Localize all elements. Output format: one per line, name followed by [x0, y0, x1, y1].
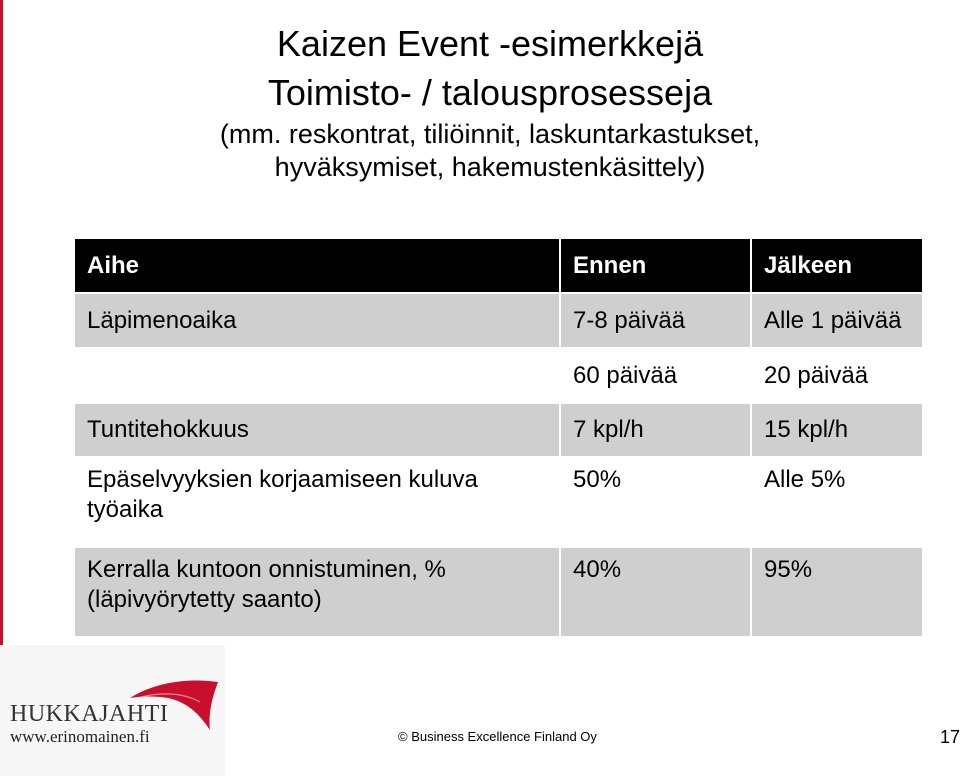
cell-topic	[74, 348, 560, 403]
logo-wordmark: HUKKAJAHTI	[10, 701, 169, 727]
cell-after: 15 kpl/h	[751, 403, 923, 457]
table-header-row	[74, 238, 923, 293]
table-row	[74, 293, 923, 348]
cell-topic: Läpimenoaika	[74, 293, 560, 348]
cell-after: 20 päivää	[751, 348, 923, 403]
header-before: Ennen	[560, 238, 751, 293]
table-row	[74, 547, 923, 637]
results-table	[73, 237, 924, 638]
logo-url: www.erinomainen.fi	[10, 727, 150, 746]
slide-subtitle-line-1: (mm. reskontrat, tiliöinnit, laskuntarkastukset,	[219, 119, 761, 149]
cell-before: 40%	[560, 547, 751, 637]
cell-topic: Tuntitehokkuus	[74, 403, 560, 457]
slide-title-line-1: Kaizen Event -esimerkkejä	[276, 23, 704, 64]
table-row	[74, 348, 923, 403]
header-after: Jälkeen	[751, 238, 923, 293]
cell-before: 7 kpl/h	[560, 403, 751, 457]
table-row	[74, 457, 923, 547]
table-row	[74, 403, 923, 457]
header-topic: Aihe	[74, 238, 560, 293]
copyright-notice: © Business Excellence Finland Oy	[398, 729, 597, 744]
slide-subtitle-line-2: hyväksymiset, hakemustenkäsittely)	[274, 152, 706, 182]
cell-after: 95%	[751, 547, 923, 637]
cell-after: Alle 5%	[751, 457, 923, 547]
cell-after: Alle 1 päivää	[751, 293, 923, 348]
cell-before: 50%	[560, 457, 751, 547]
cell-before: 60 päivää	[560, 348, 751, 403]
cell-before: 7-8 päivää	[560, 293, 751, 348]
page-number: 17	[940, 727, 960, 747]
slide-title-line-2: Toimisto- / talousprosesseja	[267, 72, 713, 113]
cell-topic: Kerralla kuntoon onnistuminen, % (läpivyörytetty saanto)	[74, 547, 560, 637]
cell-topic: Epäselvyyksien korjaamiseen kuluva työaika	[74, 457, 560, 547]
